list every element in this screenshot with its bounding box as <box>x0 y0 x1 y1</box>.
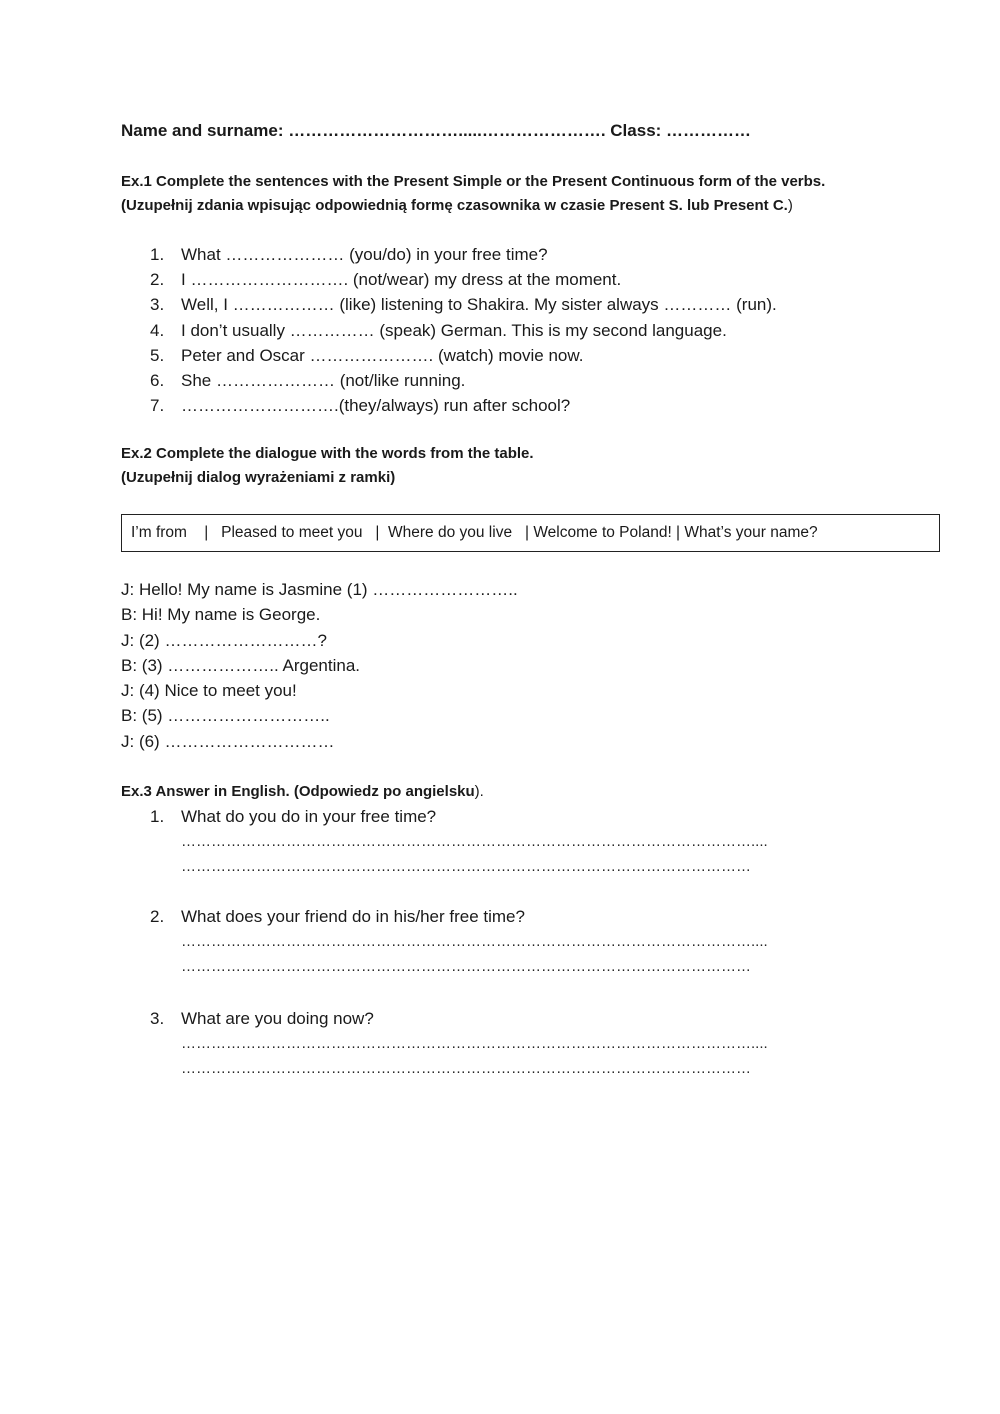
ex1-sentence[interactable] <box>150 242 777 267</box>
ex1-sentence-list <box>150 242 777 418</box>
ex2-instruction: Ex.2 Complete the dialogue with the words from the table. <box>121 445 534 462</box>
ex1-instruction-polish-text: (Uzupełnij zdania wpisując odpowiednią formę czasownika w czasie Present S. lub Present C. <box>121 197 788 214</box>
dialogue-line[interactable]: J: (6) ………………………… <box>121 731 335 751</box>
dialogue-line[interactable]: B: (3) ……………….. Argentina. <box>121 655 361 675</box>
ex3-question-block <box>150 804 768 879</box>
item-number: 3. <box>150 295 165 315</box>
ex3-question <box>150 804 768 829</box>
name-surname-class-line[interactable]: Name and surname: ………………………….....…………………. Class: …………… <box>121 121 752 140</box>
ex1-sentence[interactable] <box>150 292 777 317</box>
word-box <box>121 514 940 552</box>
ex1-instruction-polish <box>121 197 793 214</box>
dialogue <box>121 577 518 754</box>
ex1-sentence[interactable] <box>150 318 777 343</box>
ex3-instruction <box>121 783 484 800</box>
item-number: 2. <box>150 270 165 290</box>
sentence-text: Well, I ……………… (like) listening to Shakira. My sister always ………… (run). <box>181 295 777 315</box>
answer-line[interactable]: …………………………………………………………………………………………………….... <box>181 933 768 950</box>
item-number: 6. <box>150 370 165 390</box>
dialogue-line[interactable]: J: Hello! My name is Jasmine (1) …………………….. <box>121 580 518 599</box>
question-text: What does your friend do in his/her free time? <box>181 907 525 926</box>
question-text: What do you do in your free time? <box>181 807 437 826</box>
sentence-text: ……………………….(they/always) run after school? <box>181 396 571 416</box>
sentence-text: I ………………………. (not/wear) my dress at the moment. <box>181 270 622 290</box>
dialogue-line: B: Hi! My name is George. <box>121 605 321 625</box>
ex1-sentence[interactable] <box>150 343 777 368</box>
item-number: 1. <box>150 245 165 264</box>
sentence-text: Peter and Oscar …………………. (watch) movie now. <box>181 345 584 365</box>
dialogue-line[interactable]: J: (2) ………………………? <box>121 630 327 650</box>
answer-line[interactable]: …………………………………………………………………………………………………… <box>181 1060 751 1077</box>
answer-line[interactable]: …………………………………………………………………………………………………… <box>181 858 751 875</box>
ex3-question <box>150 904 768 929</box>
ex3-instruction-text: Ex.3 Answer in English. (Odpowiedz po angielsku <box>121 783 475 800</box>
ex3-question <box>150 1006 768 1031</box>
sentence-text: She ………………… (not/like running. <box>181 370 466 390</box>
item-number: 3. <box>150 1009 165 1028</box>
answer-line[interactable]: …………………………………………………………………………………………………… <box>181 958 751 975</box>
item-number: 2. <box>150 907 165 926</box>
ex1-sentence[interactable] <box>150 393 777 418</box>
item-number: 4. <box>150 320 165 340</box>
sentence-text: What ………………… (you/do) in your free time? <box>181 245 548 264</box>
dialogue-line[interactable]: B: (5) ……………………….. <box>121 706 330 726</box>
dialogue-line: J: (4) Nice to meet you! <box>121 681 297 701</box>
ex1-sentence[interactable] <box>150 368 777 393</box>
ex3-question-block <box>150 904 768 979</box>
item-number: 1. <box>150 807 165 826</box>
word-box-text: I’m from | Pleased to meet you | Where do you live | Welcome to Poland! | What’s your name? <box>131 524 818 541</box>
item-number: 5. <box>150 345 165 365</box>
ex1-instruction-polish-end: ) <box>787 197 793 214</box>
ex1-instruction: Ex.1 Complete the sentences with the Present Simple or the Present Continuous form of the verbs. <box>121 173 826 190</box>
ex3-instruction-end: ). <box>474 783 484 800</box>
item-number: 7. <box>150 396 165 416</box>
answer-line[interactable]: …………………………………………………………………………………………………….... <box>181 1035 768 1052</box>
answer-line[interactable]: …………………………………………………………………………………………………….... <box>181 833 768 850</box>
ex2-instruction-polish: (Uzupełnij dialog wyrażeniami z ramki) <box>121 469 396 486</box>
ex1-sentence[interactable] <box>150 267 777 292</box>
sentence-text: I don’t usually …………… (speak) German. This is my second language. <box>181 320 727 340</box>
question-text: What are you doing now? <box>181 1009 374 1028</box>
ex3-question-block <box>150 1006 768 1081</box>
